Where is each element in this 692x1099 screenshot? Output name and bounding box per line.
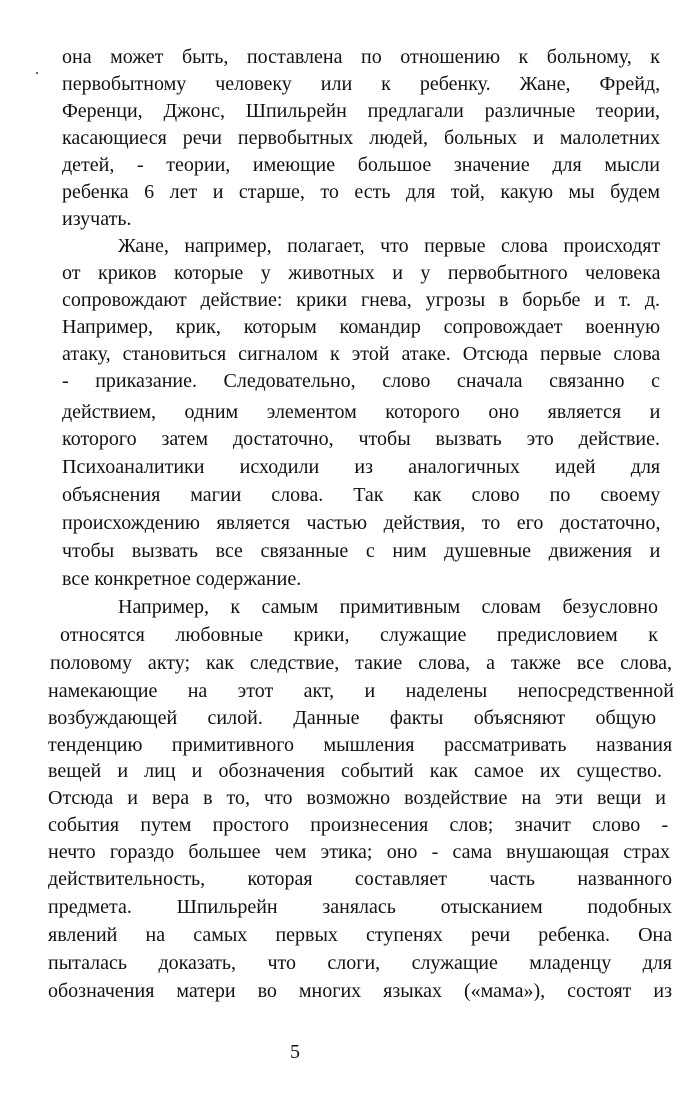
text-line: действительность, которая составляет часть названного [48, 868, 672, 890]
text-line: первобытному человеку или к ребенку. Жане, Фрейд, [62, 73, 661, 95]
text-line: происхождению является частью действия, то его достаточно, [62, 512, 661, 534]
text-line: все конкретное содержание. [62, 568, 302, 590]
text-line: тенденцию примитивного мышления рассматривать названия [48, 734, 673, 756]
text-line: Например, крик, которым командир сопровождает военную [62, 316, 661, 338]
text-line: Жане, например, полагает, что первые слова происходят [118, 235, 661, 257]
text-line: половому акту; как следствие, такие слова, а также все слова, [50, 652, 672, 674]
margin-speck [36, 72, 38, 74]
text-line: сопровождают действие: крики гнева, угрозы в борьбе и т. д. [62, 289, 660, 311]
text-line: действием, одним элементом которого оно является и [62, 401, 661, 423]
text-line: нечто гораздо большее чем этика; оно - сама внушающая страх [48, 841, 670, 863]
text-line: она может быть, поставлена по отношению к больному, к [62, 46, 660, 68]
text-line: намекающие на этот акт, и наделены непосредственной [48, 680, 674, 702]
text-line: предмета. Шпильрейн занялась отысканием подобных [48, 896, 673, 918]
text-line: от криков которые у животных и у первобытного человека [62, 262, 661, 284]
text-line: Отсюда и вера в то, что возможно воздействие на эти вещи и [48, 787, 666, 809]
text-line: явлений на самых первых ступенях речи ребенка. Она [48, 924, 673, 946]
text-line: - приказание. Следовательно, слово сначала связанно с [62, 370, 660, 392]
text-line: обозначения матери во многих языках («мама»), состоят из [48, 980, 672, 1002]
text-line: которого затем достаточно, чтобы вызвать это действие. [62, 428, 660, 450]
text-line: атаку, становиться сигналом к этой атаке. Отсюда первые слова [62, 343, 661, 365]
text-line: события путем простого произнесения слов; значит слово - [48, 814, 669, 836]
text-line: Например, к самым примитивным словам безусловно [118, 596, 658, 618]
page-number: 5 [290, 1041, 300, 1063]
text-line: касающиеся речи первобытных людей, больных и малолетних [62, 127, 661, 149]
text-line: относятся любовные крики, служащие предисловием к [60, 624, 658, 646]
text-line: ребенка 6 лет и старше, то есть для той, какую мы будем [62, 181, 660, 203]
text-line: детей, - теории, имеющие большое значение для мысли [62, 154, 660, 176]
text-line: чтобы вызвать все связанные с ним душевные движения и [62, 540, 661, 562]
text-line: изучать. [62, 208, 132, 230]
text-line: вещей и лиц и обозначения событий как самое их существо. [48, 760, 662, 782]
text-line: пыталась доказать, что слоги, служащие младенцу для [48, 952, 672, 974]
text-line: объяснения магии слова. Так как слово по своему [62, 484, 661, 506]
text-line: возбуждающей силой. Данные факты объясняют общую [48, 707, 657, 729]
text-line: Психоаналитики исходили из аналогичных идей для [62, 456, 661, 478]
text-line: Ференци, Джонс, Шпильрейн предлагали различные теории, [62, 100, 661, 122]
